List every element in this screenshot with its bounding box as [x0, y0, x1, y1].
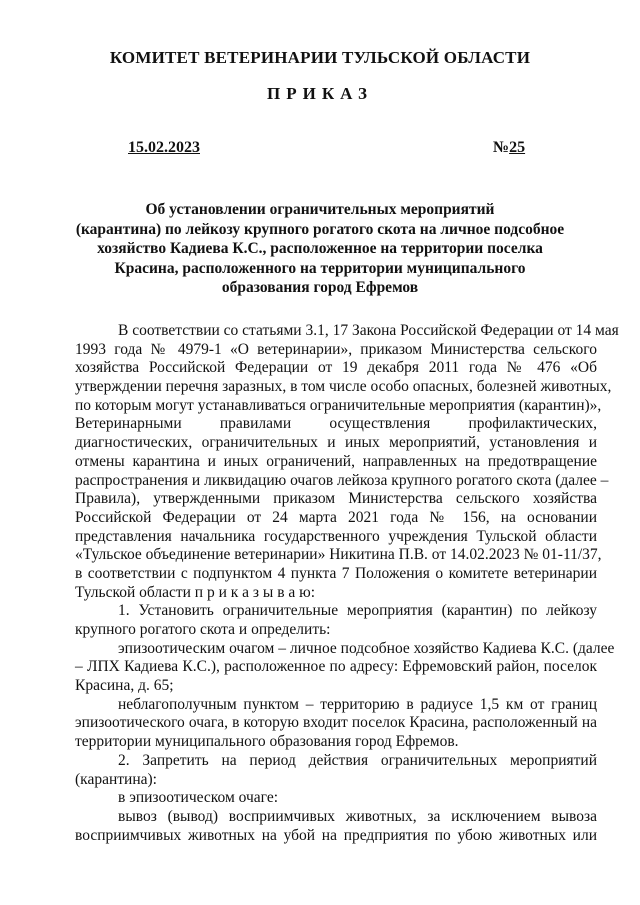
- body-line: вывоз (вывод) восприимчивых животных, за исключением вывоза: [118, 807, 597, 825]
- subject-line: Об установлении ограничительных мероприятий: [145, 201, 495, 218]
- body-line: хозяйства Российской Федерации от 19 декабря 2011 года № 476 «Об: [75, 359, 597, 377]
- order-body: [75, 322, 619, 845]
- body-line: эпизоотическим очагом – личное подсобное хозяйство Кадиева К.С. (далее: [118, 639, 615, 657]
- body-line: восприимчивых животных на убой на предприятия по убою животных или: [75, 826, 597, 844]
- body-line: распространения и ликвидацию очагов лейкоза крупного рогатого скота (далее –: [75, 471, 609, 489]
- body-line: В соответствии со статьями 3.1, 17 Закона Российской Федерации от 14 мая: [118, 322, 619, 339]
- order-number: [493, 139, 525, 157]
- body-line: эпизоотического очага, в которую входит поселок Красина, расположенный на: [75, 714, 597, 732]
- body-line: диагностических, ограничительных и иных мероприятий, установления и: [75, 434, 597, 452]
- subject-line: (карантина) по лейкозу крупного рогатого скота на личное подсобное: [75, 220, 565, 238]
- body-line: «Тульское объединение ветеринарии» Никитина П.В. от 14.02.2023 № 01-11/37,: [75, 546, 602, 564]
- subject-line: Красина, расположенного на территории муниципального: [114, 259, 526, 277]
- body-line: Ветеринарными правилами осуществления профилактических,: [75, 415, 597, 433]
- body-line: Российской Федерации от 24 марта 2021 года № 156, на основании: [75, 508, 597, 526]
- body-line: в эпизоотическом очаге:: [118, 789, 279, 807]
- body-line: представления начальника государственного учреждения Тульской области: [75, 527, 597, 545]
- body-line: утверждении перечня заразных, в том числе особо опасных, болезней животных,: [75, 378, 612, 396]
- body-line: отмены карантина и иных ограничений, направленных на предотвращение: [75, 452, 597, 470]
- body-line: (карантина):: [75, 770, 157, 788]
- subject-line: образования город Ефремов: [221, 279, 419, 297]
- body-line: Правила), утвержденными приказом Министерства сельского хозяйства: [75, 490, 597, 508]
- body-line: 2. Запретить на период действия ограничительных мероприятий: [118, 751, 597, 769]
- body-line: по которым могут устанавливаться ограничительные мероприятия (карантин)»,: [75, 396, 602, 414]
- order-date: 15.02.2023: [128, 139, 200, 156]
- body-line: территории муниципального образования город Ефремов.: [75, 733, 459, 751]
- body-line: Красина, д. 65;: [75, 677, 174, 695]
- order-number-prefix: №: [493, 139, 510, 156]
- subject-line: хозяйство Кадиева К.С., расположенное на территории поселка: [97, 240, 543, 258]
- order-number-value: 25: [509, 139, 526, 156]
- committee-heading: КОМИТЕТ ВЕТЕРИНАРИИ ТУЛЬСКОЙ ОБЛАСТИ: [109, 48, 531, 67]
- body-line: крупного рогатого скота и определить:: [75, 621, 331, 638]
- body-line: Тульской области п р и к а з ы в а ю:: [75, 583, 316, 601]
- body-line: неблагополучным пунктом – территорию в радиусе 1,5 км от границ: [118, 695, 597, 713]
- body-line: – ЛПХ Кадиева К.С.), расположенное по адресу: Ефремовский район, поселок: [75, 658, 597, 676]
- order-heading: ПРИКАЗ: [267, 84, 373, 103]
- body-line: 1993 года № 4979-1 «О ветеринарии», приказом Министерства сельского: [75, 340, 597, 358]
- body-line: в соответствии с подпунктом 4 пункта 7 Положения о комитете ветеринарии: [75, 564, 597, 582]
- body-line: 1. Установить ограничительные мероприятия (карантин) по лейкозу: [118, 602, 597, 620]
- order-subject: [60, 200, 580, 298]
